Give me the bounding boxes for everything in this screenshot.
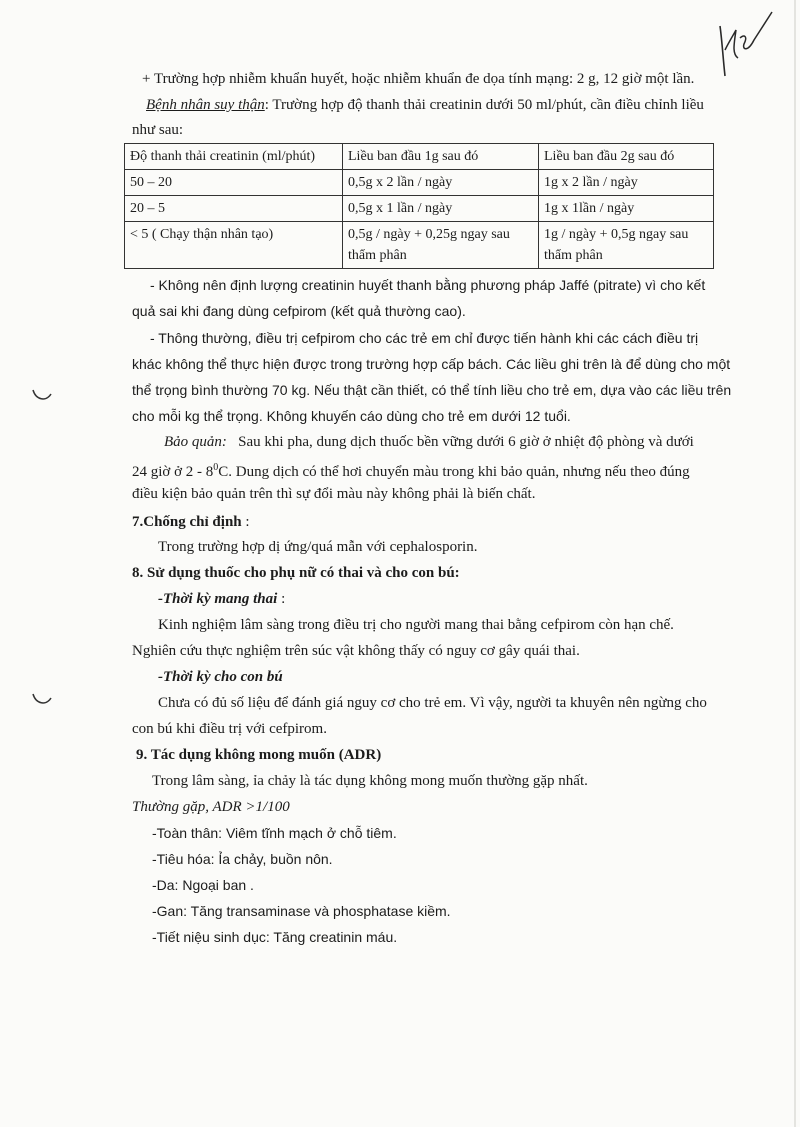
pregnancy-subtitle: -Thời kỳ mang thai [158, 591, 278, 607]
punch-hole-mark-top [32, 388, 52, 402]
page-edge [794, 0, 796, 1127]
pediatric-note-line-1: - Thông thường, điều trị cefpirom cho các trẻ em chỉ được tiến hành khi các cách điều trị [150, 330, 699, 346]
storage-line-2 [132, 459, 690, 481]
adr-item: -Toàn thân: Viêm tĩnh mạch ở chỗ tiêm. [152, 825, 397, 841]
pregnancy-line-1: Kinh nghiệm lâm sàng trong điều trị cho người mang thai bằng cefpirom còn hạn chế. [158, 617, 674, 633]
pediatric-note-line-2: khác không thể thực hiện được trong trường hợp cấp bách. Các liều ghi trên là để dùng cho một [132, 356, 731, 372]
section-7-colon: : [241, 514, 250, 530]
table-row [125, 170, 714, 196]
storage-paragraph [164, 433, 694, 451]
pediatric-note-line-4: cho mỗi kg thể trọng. Không khuyến cáo dùng cho trẻ em dưới 12 tuổi. [132, 408, 571, 424]
jaffe-note-line-2: quả sai khi đang dùng cefpirom (kết quả thường cao). [132, 303, 466, 319]
table-row [125, 222, 714, 269]
breastfeeding-line-2: con bú khi điều trị với cefpirom. [132, 721, 327, 737]
pediatric-note-line-3: thể trọng bình thường 70 kg. Nếu thật cần thiết, có thể tính liều cho trẻ em, dựa vào các liều trên [132, 382, 732, 398]
table-cell: Liều ban đầu 2g sau đó [539, 144, 714, 170]
storage-temp-text: 24 giờ ở 2 - 8 [132, 464, 214, 480]
adr-item: -Gan: Tăng transaminase và phosphatase kiềm. [152, 903, 451, 919]
renal-failure-label: Bệnh nhân suy thận [146, 97, 265, 113]
adr-item: -Tiêu hóa: Ỉa chảy, buồn nôn. [152, 851, 333, 867]
storage-line-3: điều kiện bảo quản trên thì sự đổi màu này không phải là biến chất. [132, 486, 536, 502]
table-row [125, 196, 714, 222]
adr-common-subheading: Thường gặp, ADR >1/100 [132, 799, 290, 815]
punch-hole-mark-bottom [32, 692, 52, 706]
renal-failure-text: : Trường hợp độ thanh thải creatinin dưới 50 ml/phút, cần điều chỉnh liều [264, 97, 704, 113]
table-cell: 1g x 1lần / ngày [539, 196, 714, 222]
renal-dose-table [124, 143, 714, 269]
renal-failure-continuation: như sau: [132, 122, 184, 138]
table-cell: Liều ban đầu 1g sau đó [343, 144, 539, 170]
table-cell: 1g x 2 lần / ngày [539, 170, 714, 196]
section-7-title: 7.Chống chỉ định [132, 514, 242, 530]
table-cell: 1g / ngày + 0,5g ngay sau thẩm phân [539, 222, 714, 269]
pregnancy-colon: : [277, 591, 286, 607]
table-row [125, 144, 714, 170]
section-8-heading: 8. Sử dụng thuốc cho phụ nữ có thai và cho con bú: [132, 565, 460, 581]
pregnancy-subheading [158, 590, 285, 608]
adr-item: -Tiết niệu sinh dục: Tăng creatinin máu. [152, 929, 398, 945]
pregnancy-line-2: Nghiên cứu thực nghiệm trên súc vật không thấy có nguy cơ gây quái thai. [132, 643, 580, 659]
section-9-heading: 9. Tác dụng không mong muốn (ADR) [136, 747, 382, 763]
jaffe-note-line-1: - Không nên định lượng creatinin huyết thanh bằng phương pháp Jaffé (pitrate) vì cho kết [150, 277, 706, 293]
storage-text: Sau khi pha, dung dịch thuốc bền vững dưới 6 giờ ở nhiệt độ phòng và dưới [238, 434, 694, 450]
table-cell: 0,5g / ngày + 0,25g ngay sau thẩm phân [343, 222, 539, 269]
table-cell: 0,5g x 1 lần / ngày [343, 196, 539, 222]
adr-item: -Da: Ngoại ban . [152, 877, 254, 893]
breastfeeding-line-1: Chưa có đủ số liệu để đánh giá nguy cơ cho trẻ em. Vì vậy, người ta khuyên nên ngừng cho [158, 695, 707, 711]
table-cell: 20 – 5 [125, 196, 343, 222]
dosage-septicemia-line: + Trường hợp nhiễm khuẩn huyết, hoặc nhiễm khuẩn đe dọa tính mạng: 2 g, 12 giờ một lần. [142, 71, 695, 87]
handwritten-signature [714, 10, 776, 88]
table-cell: Độ thanh thải creatinin (ml/phút) [125, 144, 343, 170]
section-7-heading [132, 513, 250, 531]
breastfeeding-subheading: -Thời kỳ cho con bú [158, 669, 283, 685]
table-cell: 0,5g x 2 lần / ngày [343, 170, 539, 196]
storage-label: Bảo quản: [164, 434, 227, 450]
renal-failure-paragraph [146, 96, 704, 114]
storage-temp-rest: C. Dung dịch có thể hơi chuyển màu trong khi bảo quản, nhưng nếu theo đúng [218, 464, 690, 480]
adr-intro: Trong lâm sàng, ỉa chảy là tác dụng không mong muốn thường gặp nhất. [152, 773, 588, 789]
table-cell: < 5 ( Chạy thận nhân tạo) [125, 222, 343, 269]
contraindication-text: Trong trường hợp dị ứng/quá mẫn với cephalosporin. [158, 539, 478, 555]
table-cell: 50 – 20 [125, 170, 343, 196]
degree-superscript: 0 [213, 462, 219, 473]
